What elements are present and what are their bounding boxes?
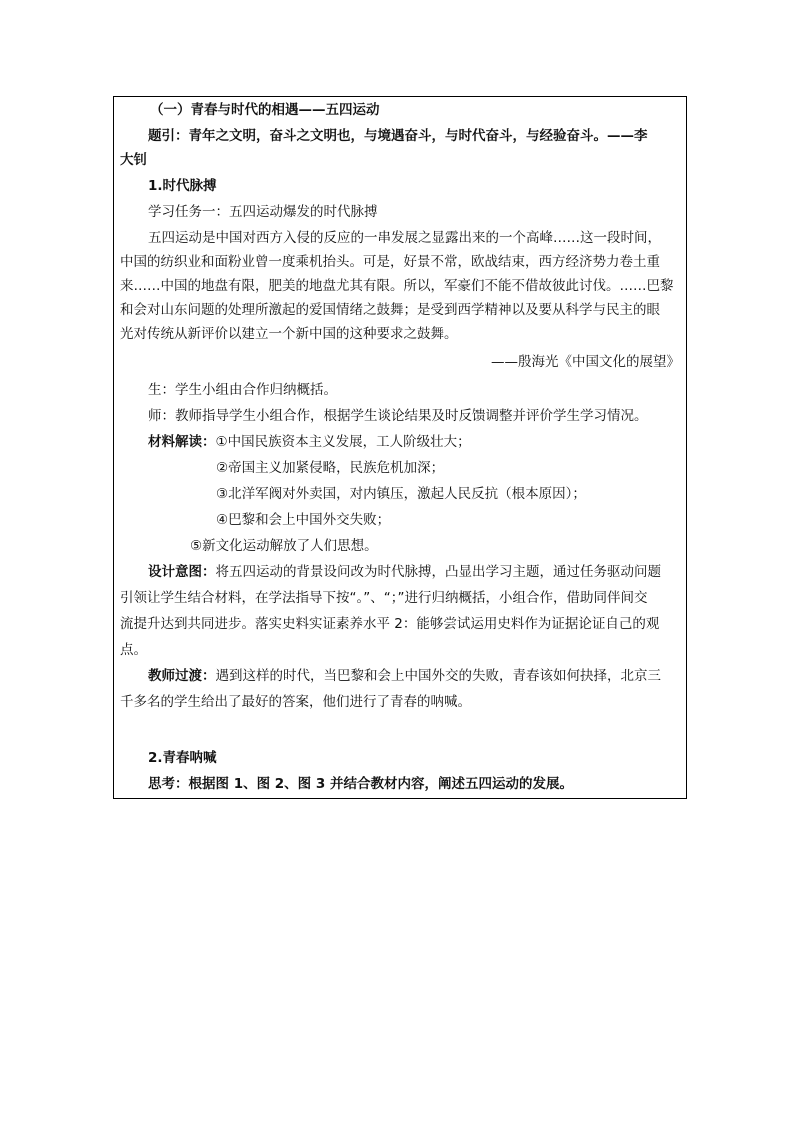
- epigraph-text: 青年之文明，奋斗之文明也，与境遇奋斗，与时代奋斗，与经验奋斗。——李: [188, 128, 648, 144]
- epigraph-label: 题引：: [148, 128, 189, 144]
- design-intent-line: 流提升达到共同进步。落实史料实证素养水平 2：能够尝试运用史料作为证据论证自己的观: [120, 616, 660, 632]
- design-intent-line-1: [148, 563, 661, 581]
- teacher-transition-line-1: [148, 667, 661, 685]
- material-item: ⑤新文化运动解放了人们思想。: [190, 538, 378, 554]
- section-title: （一）青春与时代的相遇——五四运动: [150, 102, 380, 118]
- material-item: ②帝国主义加紧侵略，民族危机加深；: [216, 460, 445, 476]
- material-item: ④巴黎和会上中国外交失败；: [216, 512, 391, 528]
- design-intent-line: 引领让学生结合材料，在学法指导下按“。”、“；”进行归纳概括，小组合作，借助同伴间交: [120, 590, 648, 606]
- teacher-transition-line: 千多名的学生给出了最好的答案，他们进行了青春的呐喊。: [120, 694, 471, 710]
- quote-source: ——殷海光《中国文化的展望》: [491, 354, 680, 370]
- design-label: 设计意图：: [148, 564, 216, 580]
- part1-heading: 1.时代脉搏: [148, 178, 217, 194]
- learning-task: 学习任务一：五四运动爆发的时代脉搏: [148, 204, 378, 220]
- teacher-activity: 师：教师指导学生小组合作，根据学生谈论结果及时反馈调整并评价学生学习情况。: [148, 408, 648, 424]
- transition-label: 教师过渡：: [148, 668, 216, 684]
- transition-text: 遇到这样的时代，当巴黎和会上中国外交的失败，青春该如何抉择，北京三: [215, 668, 661, 684]
- quote-line: 来……中国的地盘有限，肥美的地盘尤其有限。所以，军豪们不能不借故彼此讨伐。……巴黎: [120, 278, 674, 294]
- material-item: ③北洋军阀对外卖国，对内镇压，激起人民反抗（根本原因）；: [216, 486, 586, 502]
- quote-line: 光对传统从新评价以建立一个新中国的这种要求之鼓舞。: [120, 326, 458, 342]
- material-label: 材料解读：: [148, 434, 216, 450]
- design-text: 将五四运动的背景设问改为时代脉搏，凸显出学习主题，通过任务驱动问题: [215, 564, 661, 580]
- material-row-1: [148, 433, 471, 451]
- epigraph-line-2: 大钊: [120, 152, 147, 168]
- design-intent-line: 点。: [120, 642, 147, 658]
- part2-think: 思考：根据图 1、图 2、图 3 并结合教材内容，阐述五四运动的发展。: [148, 776, 573, 792]
- epigraph-line-1: [148, 127, 648, 145]
- part2-heading: 2.青春呐喊: [148, 750, 217, 766]
- lesson-plan-table-cell: [113, 96, 687, 799]
- quote-line: 和会对山东问题的处理所激起的爱国情绪之鼓舞；是受到西学精神以及要从科学与民主的眼: [120, 302, 660, 318]
- material-item: ①中国民族资本主义发展，工人阶级壮大；: [215, 434, 471, 450]
- quote-line: 中国的纺织业和面粉业曾一度乘机抬头。可是，好景不常，欧战结束，西方经济势力卷土重: [120, 254, 660, 270]
- student-activity: 生：学生小组由合作归纳概括。: [148, 382, 337, 398]
- quote-line: 五四运动是中国对西方入侵的反应的一串发展之显露出来的一个高峰……这一段时间，: [148, 230, 661, 246]
